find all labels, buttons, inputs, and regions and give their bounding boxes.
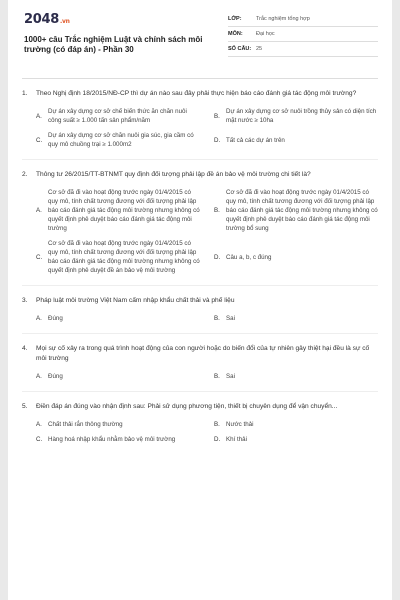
question-1 bbox=[22, 89, 378, 160]
option-text: Dự án xây dựng cơ sở chăn nuôi gia súc, gia cầm có quy mô chuồng trại ≥ 1.000m2 bbox=[48, 132, 194, 148]
option-text: Sai bbox=[226, 315, 235, 322]
option-letter: B. bbox=[214, 112, 220, 120]
meta-key: LỚP: bbox=[228, 16, 242, 22]
option-d[interactable] bbox=[214, 239, 378, 275]
option-c[interactable] bbox=[36, 239, 200, 275]
option-c[interactable] bbox=[36, 131, 200, 149]
option-letter: A. bbox=[36, 421, 42, 428]
question-number: 1. bbox=[22, 90, 28, 97]
option-text: Đúng bbox=[48, 373, 63, 380]
option-text: Cơ sở đã đi vào hoạt động trước ngày 01/4/2015 có quy mô, tính chất tương đương với đối tượng phải lập báo cáo đánh giá tác động môi trường nhưng không có quyết định phê duyệt báo cáo đánh giá tác động môi trường bbox=[48, 189, 200, 232]
option-letter: D. bbox=[214, 253, 221, 261]
option-text: Sai bbox=[226, 373, 235, 380]
option-text: Tất cả các dự án trên bbox=[226, 136, 285, 144]
meta-value: Đại học bbox=[256, 31, 275, 37]
option-text: Dự án xây dựng cơ sở chế biến thức ăn chăn nuôi công suất ≥ 1.000 tấn sản phẩm/năm bbox=[48, 108, 187, 124]
option-a[interactable] bbox=[36, 314, 200, 323]
option-text: Cơ sở đã đi vào hoạt động trước ngày 01/4/2015 có quy mô, tính chất tương đương với đối tượng phải lập báo cáo đánh giá tác động môi trường nhưng không có quyết định phê duyệt báo cáo đánh giá tác động môi trường bổ sung bbox=[226, 189, 378, 232]
meta-key: MÔN: bbox=[228, 31, 243, 37]
exam-page bbox=[8, 0, 392, 600]
question-text: Thông tư 26/2015/TT-BTNMT quy định đối tượng phải lập đề án bảo vệ môi trường chi tiết là? bbox=[36, 171, 311, 178]
option-text: Chất thải rắn thông thường bbox=[48, 421, 123, 428]
option-text: Câu a, b, c đúng bbox=[226, 253, 272, 261]
option-text: Cơ sở đã đi vào hoạt động trước ngày 01/4/2015 có quy mô, tính chất tương đương với đối tượng phải lập báo cáo đánh giá tác động môi trường nhưng không có quyết định phê duyệt đề án bảo vệ môi trường bbox=[48, 240, 200, 274]
option-a[interactable] bbox=[36, 188, 200, 233]
question-number: 2. bbox=[22, 171, 28, 178]
document-title: 1000+ câu Trắc nghiệm Luật và chính sách môi trường (có đáp án) - Phần 30 bbox=[24, 35, 203, 54]
option-text: Nước thải bbox=[226, 421, 254, 428]
option-text: Hàng hoá nhập khẩu nhằm bảo vệ môi trường bbox=[48, 436, 176, 443]
logo-tld: .vn bbox=[59, 18, 70, 25]
option-b[interactable] bbox=[214, 107, 378, 125]
question-separator bbox=[22, 285, 378, 286]
question-4 bbox=[22, 344, 378, 392]
meta-row-subject bbox=[228, 27, 378, 42]
option-a[interactable] bbox=[36, 420, 200, 429]
option-text: Khí thải bbox=[226, 436, 247, 443]
option-c[interactable] bbox=[36, 435, 200, 444]
meta-table bbox=[228, 12, 378, 57]
option-text: Dự án xây dựng cơ sở nuôi trồng thủy sản có diện tích mặt nước ≥ 10ha bbox=[226, 108, 377, 124]
logo-main: 2048 bbox=[24, 12, 59, 27]
question-text: Theo Nghị định 18/2015/NĐ-CP thì dự án nào sau đây phải thực hiện báo cáo đánh giá tác động môi trường? bbox=[36, 90, 357, 97]
option-a[interactable] bbox=[36, 107, 200, 125]
page-header bbox=[8, 0, 392, 70]
question-separator bbox=[22, 159, 378, 160]
option-a[interactable] bbox=[36, 372, 200, 381]
option-letter: C. bbox=[36, 253, 43, 261]
question-text: Điền đáp án đúng vào nhận định sau: Phải sử dụng phương tiện, thiết bị chuyên dụng để vận chuyển... bbox=[36, 403, 338, 410]
option-letter: A. bbox=[36, 112, 42, 120]
question-separator bbox=[22, 333, 378, 334]
header-divider bbox=[22, 78, 378, 79]
option-b[interactable] bbox=[214, 188, 378, 233]
option-letter: B. bbox=[214, 207, 220, 214]
option-text: Đúng bbox=[48, 315, 63, 322]
question-separator bbox=[22, 391, 378, 392]
question-3 bbox=[22, 296, 378, 334]
option-letter: B. bbox=[214, 315, 220, 322]
meta-key: SỐ CÂU: bbox=[228, 46, 252, 52]
option-letter: B. bbox=[214, 421, 220, 428]
option-letter: B. bbox=[214, 373, 220, 380]
meta-row-count bbox=[228, 42, 378, 57]
question-number: 4. bbox=[22, 345, 28, 352]
option-letter: D. bbox=[214, 136, 221, 144]
meta-row-class bbox=[228, 12, 378, 27]
option-letter: A. bbox=[36, 207, 42, 214]
question-number: 5. bbox=[22, 403, 28, 410]
question-list bbox=[8, 89, 392, 444]
question-5 bbox=[22, 402, 378, 444]
option-letter: A. bbox=[36, 373, 42, 380]
meta-value: Trắc nghiệm tổng hợp bbox=[256, 16, 310, 22]
option-letter: C. bbox=[36, 136, 43, 144]
option-b[interactable] bbox=[214, 372, 378, 381]
option-b[interactable] bbox=[214, 314, 378, 323]
question-text: Pháp luật môi trường Việt Nam cấm nhập khẩu chất thải và phế liệu bbox=[36, 297, 235, 304]
option-letter: C. bbox=[36, 436, 43, 443]
option-letter: A. bbox=[36, 315, 42, 322]
meta-value: 25 bbox=[256, 46, 263, 52]
option-letter: D. bbox=[214, 436, 221, 443]
option-d[interactable] bbox=[214, 131, 378, 149]
question-2 bbox=[22, 170, 378, 286]
question-text: Mọi sự cố xảy ra trong quá trình hoạt động của con người hoặc do biến đổi của tự nhiên gây thiệt hại đều là sự cố môi trường bbox=[36, 345, 370, 362]
option-d[interactable] bbox=[214, 435, 378, 444]
question-number: 3. bbox=[22, 297, 28, 304]
option-b[interactable] bbox=[214, 420, 378, 429]
